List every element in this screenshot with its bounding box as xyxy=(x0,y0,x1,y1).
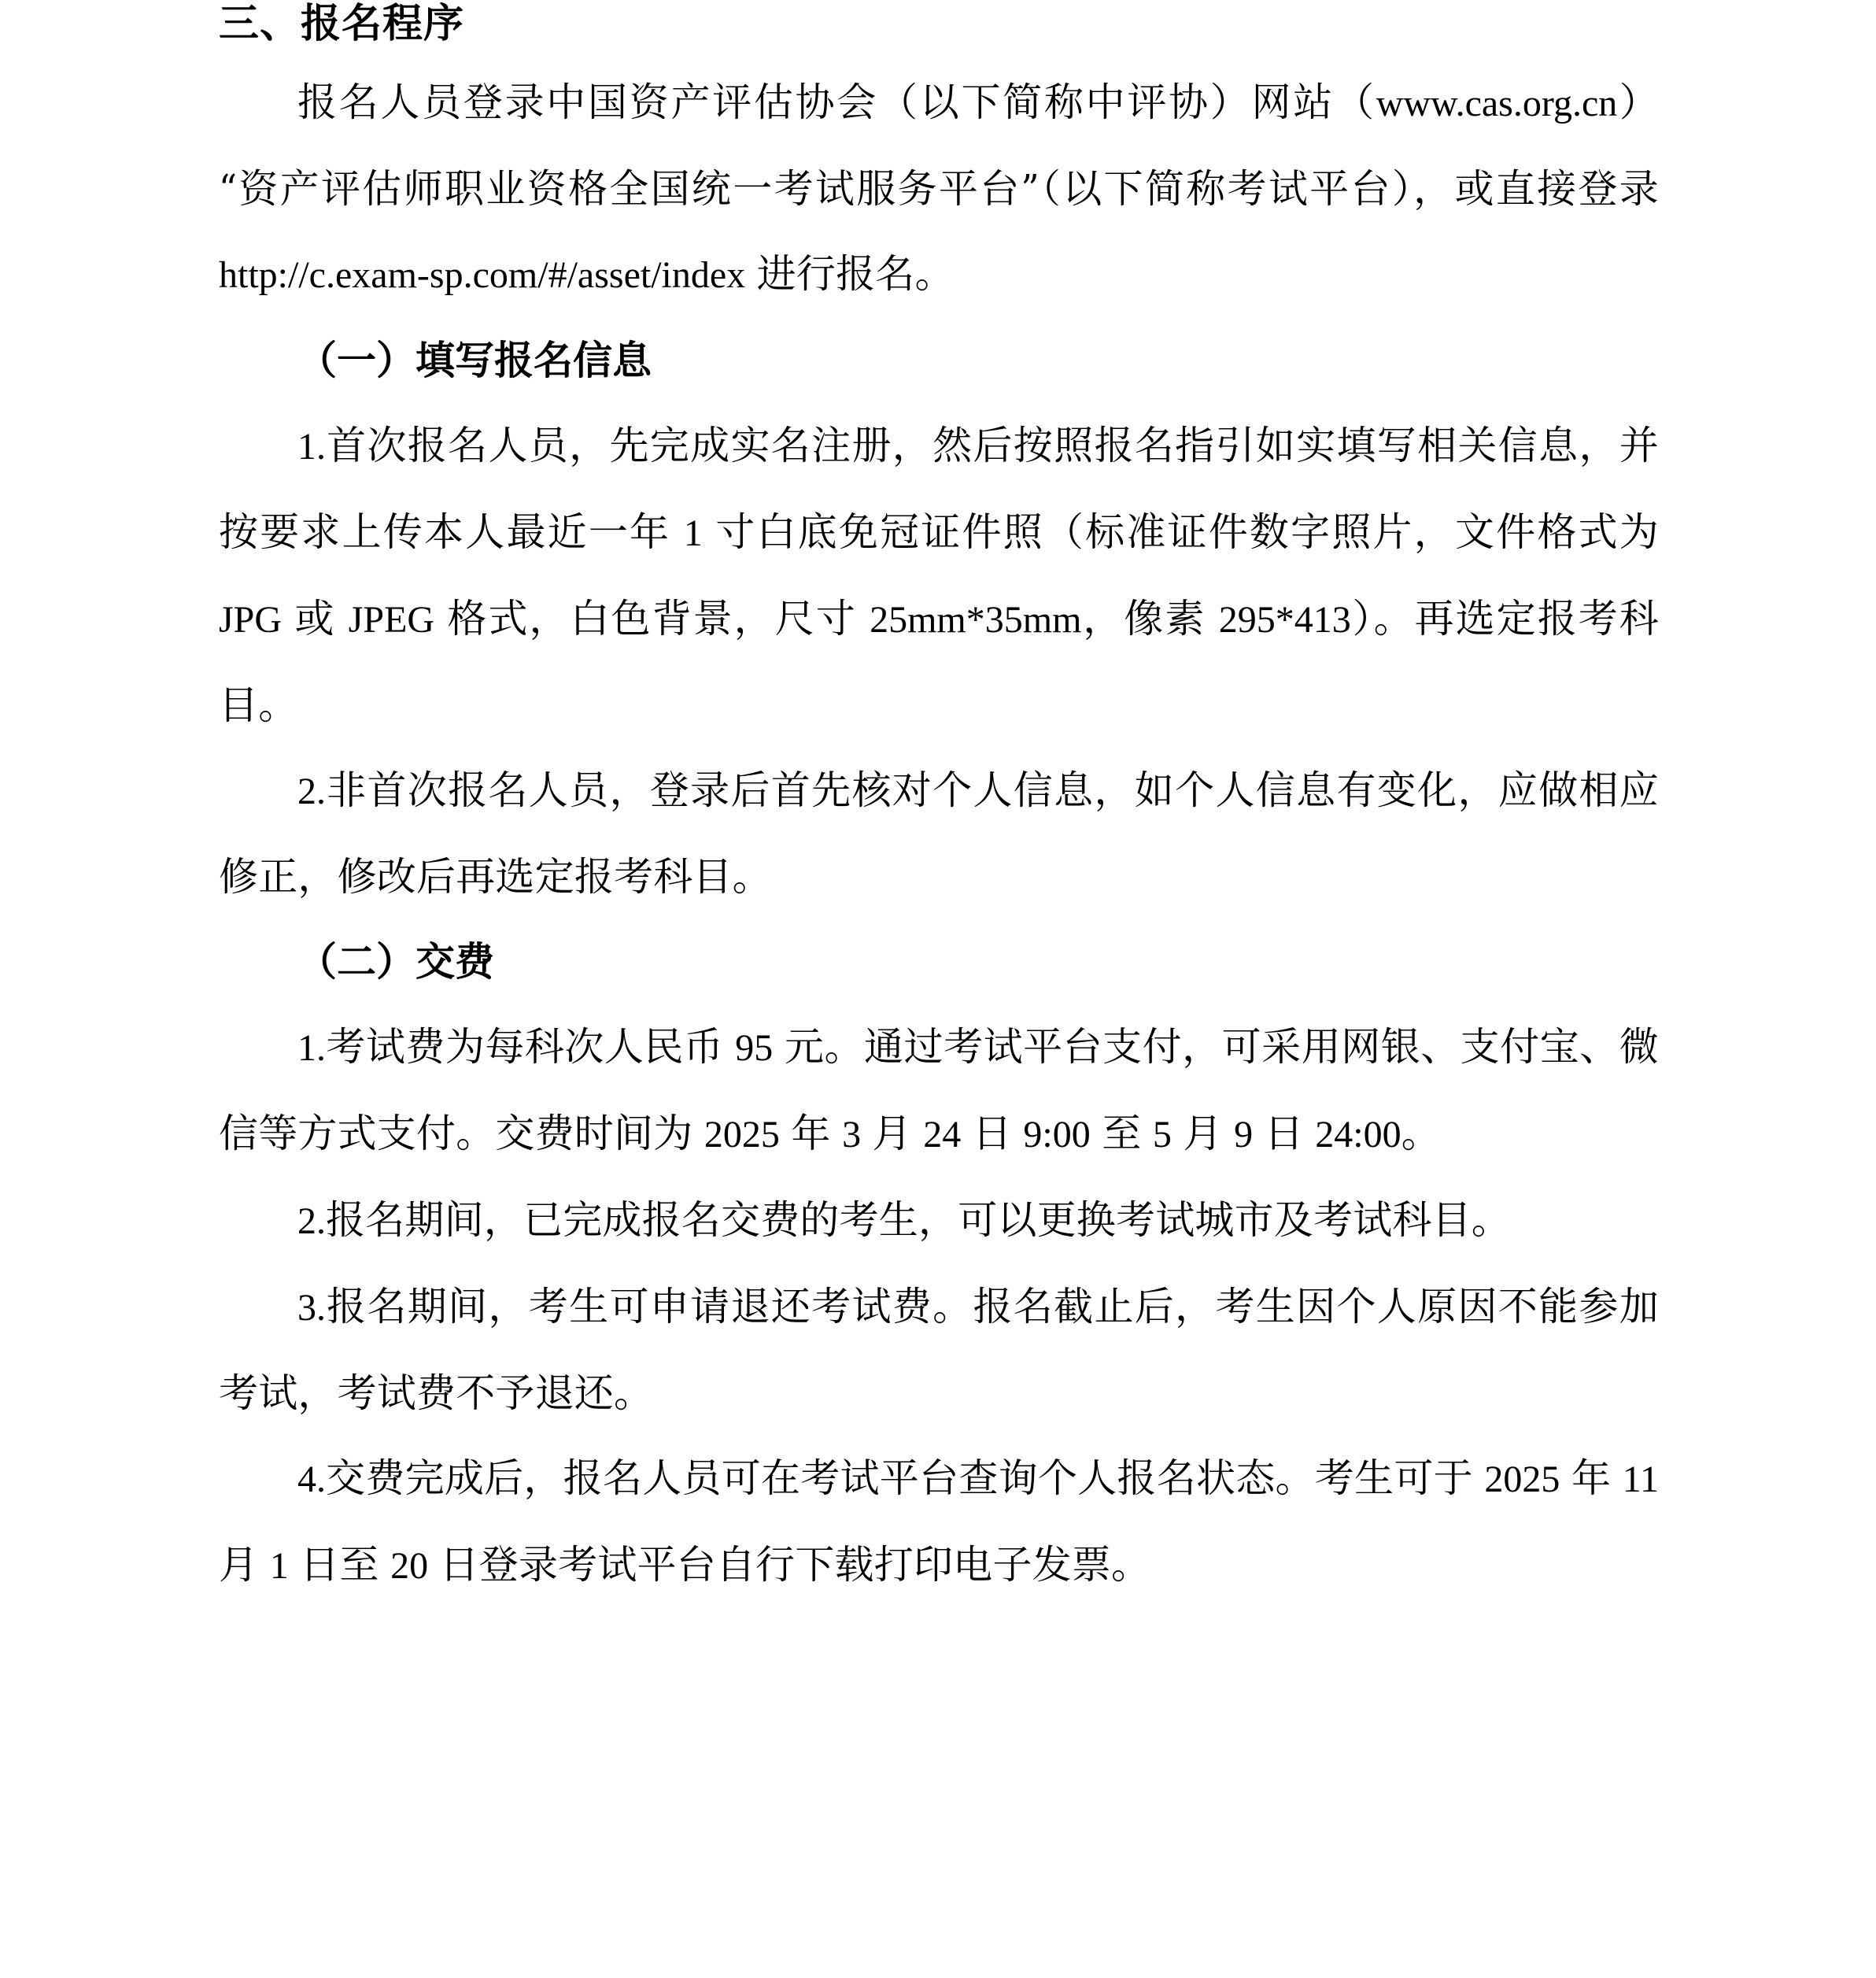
paragraph-exam-fee: 1.考试费为每科次人民币 95 元。通过考试平台支付，可采用网银、支付宝、微信等方式支付。交费时间为 2025 年 3 月 24 日 9:00 至 5 月 9 日 24:00。 xyxy=(219,1024,1659,1156)
subheading-fill-registration-info: （一）填写报名信息 xyxy=(297,337,652,383)
subheading-payment: （二）交费 xyxy=(297,938,494,985)
paragraph-change-city-subject: 2.报名期间，已完成报名交费的考生，可以更换考试城市及考试科目。 xyxy=(297,1197,1511,1243)
paragraph-returning-applicant: 2.非首次报名人员，登录后首先核对个人信息，如个人信息有变化，应做相应修正，修改后再选定报考科目。 xyxy=(219,767,1659,900)
paragraph-first-time-applicant: 1.首次报名人员，先完成实名注册，然后按照报名指引如实填写相关信息，并按要求上传本人最近一年 1 寸白底免冠证件照（标准证件数字照片，文件格式为 JPG 或 JPEG 格式，白色背景，尺寸 25mm*35mm，像素 295*413）。再选定报考科目。 xyxy=(219,423,1659,728)
paragraph-invoice-download: 4.交费完成后，报名人员可在考试平台查询个人报名状态。考生可于 2025 年 11 月 1 日至 20 日登录考试平台自行下载打印电子发票。 xyxy=(219,1455,1659,1588)
section-heading-registration-procedure: 三、报名程序 xyxy=(219,1,465,47)
paragraph-refund-policy: 3.报名期间，考生可申请退还考试费。报名截止后，考生因个人原因不能参加考试，考试费不予退还。 xyxy=(219,1284,1659,1416)
document-body xyxy=(219,0,1659,1609)
paragraph-registration-intro: 报名人员登录中国资产评估协会（以下简称中评协）网站（www.cas.org.cn）“资产评估师职业资格全国统一考试服务平台”（以下简称考试平台），或直接登录 http://c.exam-sp.com/#/asset/index 进行报名。 xyxy=(219,79,1659,297)
